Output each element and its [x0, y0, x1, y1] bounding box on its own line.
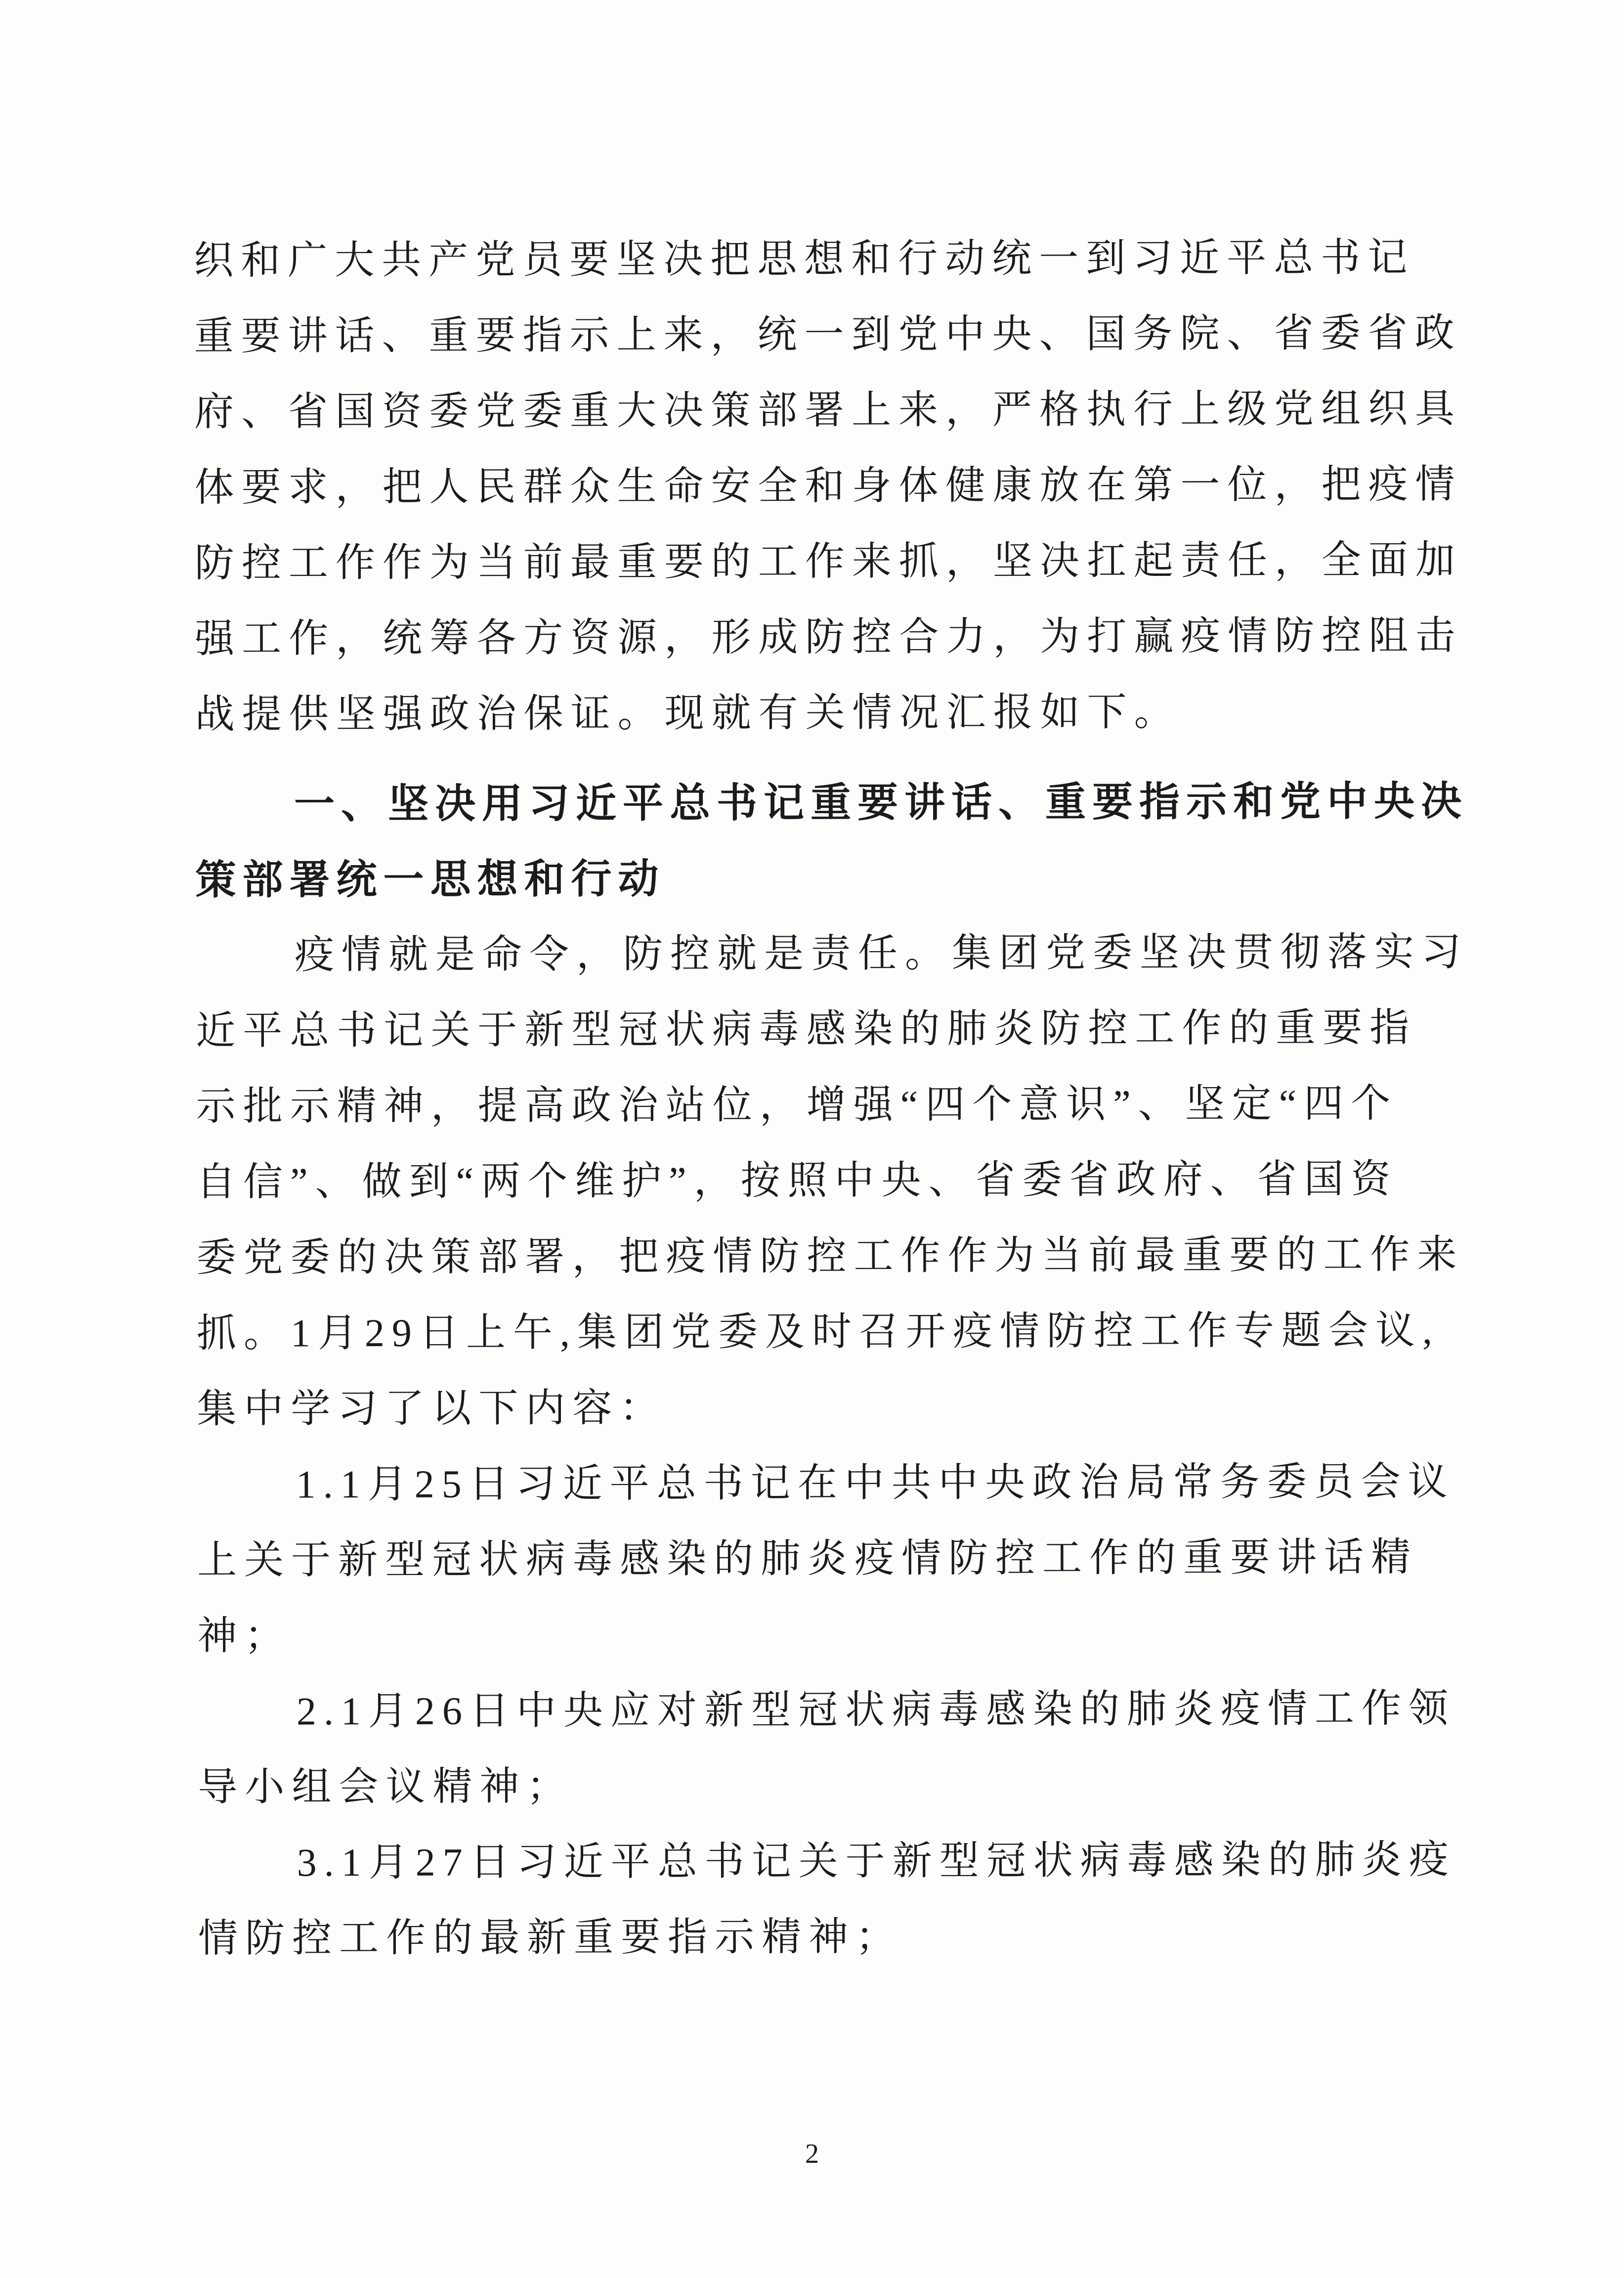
text-line: 体要求，把人民群众生命安全和身体健康放在第一位，把疫情 [194, 463, 1462, 510]
text-line: 神； [197, 1614, 292, 1658]
text-line: 3.1月27日习近平总书记关于新型冠状病毒感染的肺炎疫 [297, 1838, 1456, 1885]
text-line: 情防控工作的最新重要指示精神； [198, 1915, 903, 1961]
text-line: 重要讲话、重要指示上来，统一到党中央、国务院、省委省政 [194, 311, 1462, 358]
text-line: 示批示精神，提高政治站位，增强“四个意识”、坚定“四个 [196, 1082, 1398, 1129]
text-line: 一、坚决用习近平总书记重要讲话、重要指示和党中央决 [294, 779, 1468, 827]
text-line: 近平总书记关于新型冠状病毒感染的肺炎防控工作的重要指 [196, 1006, 1417, 1053]
section-heading [195, 763, 1486, 918]
text-line: 1.1月25日习近平总书记在中共中央政治局常务委员会议 [296, 1460, 1455, 1507]
text-line: 强工作，统筹各方资源，形成防控合力，为打赢疫情防控阻击 [195, 614, 1463, 661]
text-line: 策部署统一思想和行动 [195, 856, 665, 903]
text-line: 防控工作作为当前最重要的工作来抓，坚决扛起责任，全面加 [194, 538, 1462, 585]
text-line: 委党委的决策部署，把疫情防控工作作为当前最重要的工作来 [196, 1233, 1464, 1280]
text-line: 上关于新型冠状病毒感染的肺炎疫情防控工作的重要讲话精 [197, 1535, 1418, 1582]
paragraph [194, 220, 1485, 753]
list-item [198, 1671, 1488, 1826]
text-line: 战提供坚强政治保证。现就有关情况汇报如下。 [195, 690, 1181, 737]
text-line: 自信”、做到“两个维护”，按照中央、省委省政府、省国资 [196, 1157, 1398, 1204]
text-line: 织和广大共产党员要坚决把思想和行动统一到习近平总书记 [194, 236, 1415, 283]
page-number: 2 [805, 2139, 819, 2169]
text-line: 疫情就是命令，防控就是责任。集团党委坚决贯彻落实习 [294, 930, 1468, 977]
list-item [198, 1822, 1488, 1977]
text-line: 集中学习了以下内容： [197, 1386, 667, 1431]
text-line: 府、省国资委党委重大决策部署上来，严格执行上级党组织具 [194, 387, 1462, 434]
document-body [194, 220, 1488, 1977]
text-line: 抓。1月29日上午,集团党委及时召开疫情防控工作专题会议, [196, 1309, 1440, 1356]
text-line: 导小组会议精神； [198, 1764, 574, 1809]
list-item [197, 1444, 1487, 1674]
paragraph [196, 915, 1487, 1447]
text-line: 2.1月26日中央应对新型冠状病毒感染的肺炎疫情工作领 [296, 1687, 1455, 1734]
